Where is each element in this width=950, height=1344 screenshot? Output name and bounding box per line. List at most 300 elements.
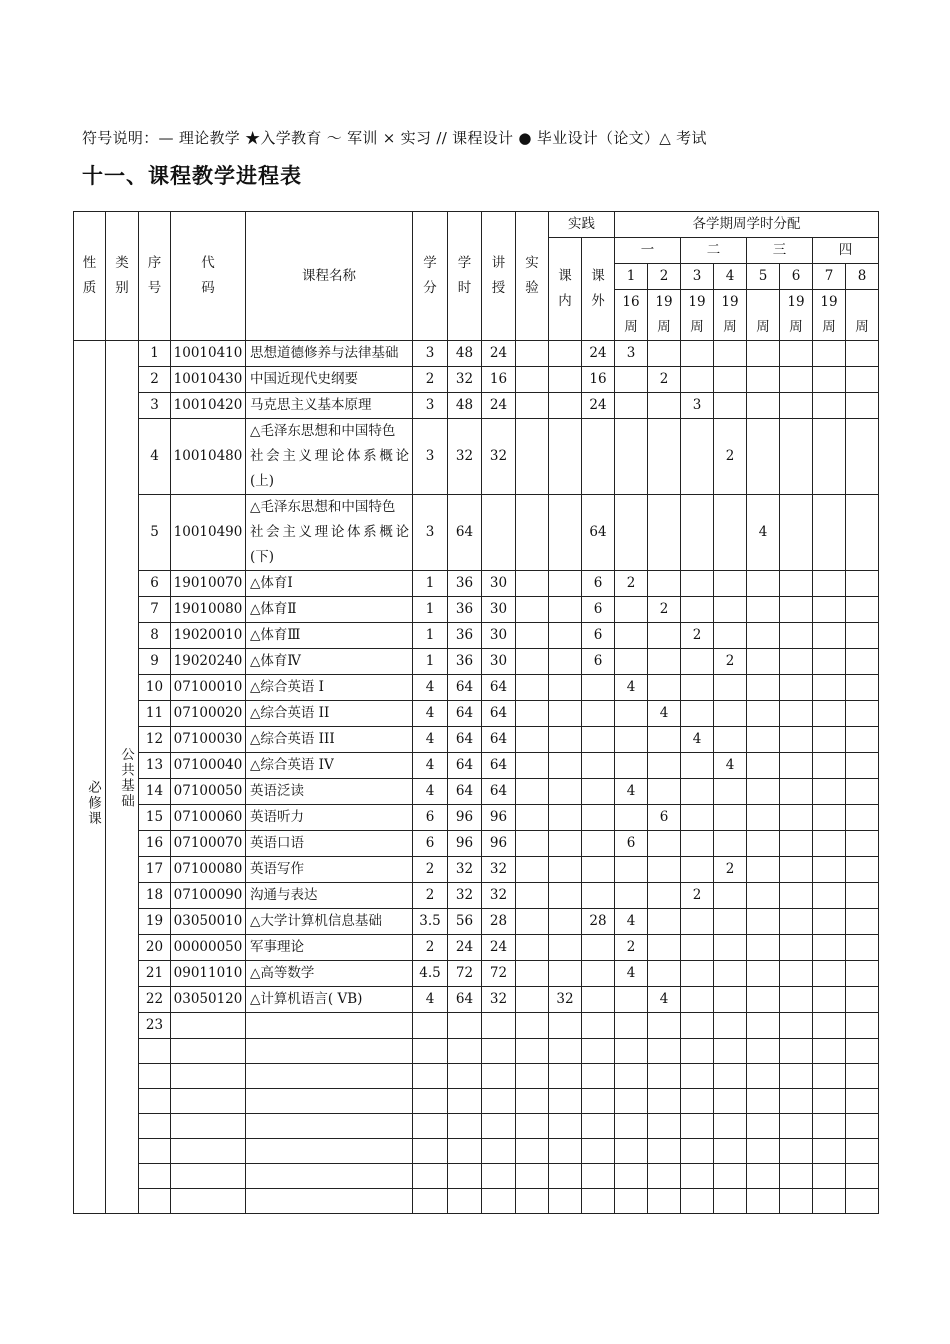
table-row (74, 883, 879, 909)
header-semester-5: 5 (747, 264, 780, 290)
semester-7-cell (813, 727, 846, 753)
out-cell (582, 883, 615, 909)
header-course-name: 课程名称 (246, 212, 413, 341)
table-row (74, 753, 879, 779)
semester-2-cell (648, 727, 681, 753)
semester-2-cell (648, 857, 681, 883)
out-cell (582, 831, 615, 857)
semester-7-cell (813, 623, 846, 649)
blank-cell (813, 1139, 846, 1164)
semester-8-cell (846, 393, 879, 419)
course-name-cell: 沟通与表达 (246, 883, 413, 909)
blank-cell (780, 1039, 813, 1064)
semester-8-cell (846, 857, 879, 883)
out-cell: 6 (582, 623, 615, 649)
lecture-cell: 32 (482, 987, 516, 1013)
semester-1-cell: 2 (615, 935, 648, 961)
blank-cell (246, 1039, 413, 1064)
credit-cell: 1 (413, 649, 448, 675)
header-out-class: 课 外 (582, 238, 615, 341)
blank-cell (648, 1139, 681, 1164)
seq-cell: 21 (139, 961, 171, 987)
in-cell (549, 961, 582, 987)
semester-8-cell (846, 701, 879, 727)
semester-5-cell (747, 675, 780, 701)
table-row (74, 675, 879, 701)
course-name-cell: △计算机语言( VB) (246, 987, 413, 1013)
semester-8-cell (846, 495, 879, 571)
semester-7-cell (813, 779, 846, 805)
blank-cell (413, 1039, 448, 1064)
exp-cell (516, 805, 549, 831)
exp-cell (516, 597, 549, 623)
exp-cell (516, 1013, 549, 1039)
semester-3-cell (681, 701, 714, 727)
code-cell: 07100080 (171, 857, 246, 883)
semester-2-cell (648, 393, 681, 419)
blank-cell (813, 1064, 846, 1089)
credit-cell: 4.5 (413, 961, 448, 987)
blank-cell (516, 1189, 549, 1214)
semester-2-cell (648, 779, 681, 805)
code-cell (171, 1013, 246, 1039)
semester-4-cell (714, 495, 747, 571)
blank-cell (747, 1089, 780, 1114)
blank-cell (780, 1064, 813, 1089)
semester-3-cell (681, 779, 714, 805)
semester-5-cell (747, 393, 780, 419)
semester-5-cell (747, 987, 780, 1013)
semester-6-cell (780, 831, 813, 857)
credit-cell: 1 (413, 597, 448, 623)
header-lecture: 讲 授 (482, 212, 516, 341)
semester-3-cell (681, 341, 714, 367)
in-cell (549, 701, 582, 727)
course-name-cell: △综合英语 I (246, 675, 413, 701)
course-name-cell: △体育Ⅲ (246, 623, 413, 649)
semester-6-cell (780, 419, 813, 495)
credit-cell: 3 (413, 495, 448, 571)
exp-cell (516, 649, 549, 675)
table-row (74, 987, 879, 1013)
blank-row (74, 1064, 879, 1089)
course-schedule-table (73, 211, 879, 1214)
in-cell (549, 597, 582, 623)
code-cell: 10010410 (171, 341, 246, 367)
hours-cell: 72 (448, 961, 482, 987)
semester-7-cell (813, 883, 846, 909)
hours-cell: 56 (448, 909, 482, 935)
course-name-cell: 思想道德修养与法律基础 (246, 341, 413, 367)
blank-cell (846, 1189, 879, 1214)
hours-cell: 64 (448, 727, 482, 753)
semester-1-cell (615, 883, 648, 909)
seq-cell: 5 (139, 495, 171, 571)
blank-cell (615, 1039, 648, 1064)
exp-cell (516, 495, 549, 571)
header-semester-distribution: 各学期周学时分配 (615, 212, 879, 238)
header-semester-2: 2 (648, 264, 681, 290)
semester-4-cell (714, 831, 747, 857)
hours-cell: 48 (448, 341, 482, 367)
credit-cell: 4 (413, 701, 448, 727)
semester-5-cell (747, 883, 780, 909)
exp-cell (516, 675, 549, 701)
semester-3-cell (681, 961, 714, 987)
blank-cell (648, 1164, 681, 1189)
blank-row (74, 1164, 879, 1189)
semester-7-cell (813, 393, 846, 419)
semester-1-cell: 3 (615, 341, 648, 367)
semester-5-cell (747, 701, 780, 727)
lecture-cell: 32 (482, 419, 516, 495)
semester-5-cell (747, 623, 780, 649)
semester-4-cell: 2 (714, 649, 747, 675)
code-cell: 10010480 (171, 419, 246, 495)
hours-cell: 48 (448, 393, 482, 419)
credit-cell: 2 (413, 367, 448, 393)
semester-5-cell (747, 367, 780, 393)
semester-7-cell (813, 909, 846, 935)
header-semester-1: 1 (615, 264, 648, 290)
exp-cell (516, 935, 549, 961)
semester-2-cell (648, 1013, 681, 1039)
course-name-cell: △体育Ⅰ (246, 571, 413, 597)
header-weeks-3: 19 周 (681, 290, 714, 341)
blank-cell (448, 1189, 482, 1214)
header-semester-3: 3 (681, 264, 714, 290)
header-experiment: 实 验 (516, 212, 549, 341)
blank-cell (549, 1064, 582, 1089)
blank-cell (681, 1114, 714, 1139)
semester-8-cell (846, 935, 879, 961)
semester-2-cell (648, 623, 681, 649)
blank-cell (516, 1064, 549, 1089)
blank-cell (813, 1089, 846, 1114)
seq-cell: 4 (139, 419, 171, 495)
blank-cell (813, 1164, 846, 1189)
seq-cell: 14 (139, 779, 171, 805)
table-row (74, 367, 879, 393)
blank-cell (171, 1164, 246, 1189)
blank-cell (413, 1164, 448, 1189)
code-cell: 07100090 (171, 883, 246, 909)
table-row (74, 495, 879, 571)
exp-cell (516, 857, 549, 883)
blank-cell (246, 1189, 413, 1214)
hours-cell: 36 (448, 597, 482, 623)
semester-3-cell (681, 935, 714, 961)
in-cell (549, 393, 582, 419)
course-name-cell (246, 1013, 413, 1039)
lecture-cell: 64 (482, 675, 516, 701)
lecture-cell: 64 (482, 779, 516, 805)
table-row (74, 805, 879, 831)
course-name-cell: 英语写作 (246, 857, 413, 883)
semester-8-cell (846, 367, 879, 393)
semester-3-cell: 2 (681, 623, 714, 649)
semester-6-cell (780, 571, 813, 597)
credit-cell: 4 (413, 987, 448, 1013)
hours-cell: 96 (448, 831, 482, 857)
blank-cell (582, 1164, 615, 1189)
exp-cell (516, 727, 549, 753)
semester-5-cell (747, 779, 780, 805)
header-semester-8: 8 (846, 264, 879, 290)
semester-4-cell (714, 883, 747, 909)
table-row (74, 779, 879, 805)
in-cell (549, 367, 582, 393)
seq-cell: 22 (139, 987, 171, 1013)
hours-cell: 32 (448, 419, 482, 495)
semester-3-cell (681, 1013, 714, 1039)
table-row (74, 571, 879, 597)
credit-cell: 2 (413, 935, 448, 961)
seq-cell: 12 (139, 727, 171, 753)
blank-cell (681, 1189, 714, 1214)
in-cell (549, 909, 582, 935)
hours-cell: 64 (448, 779, 482, 805)
semester-3-cell (681, 367, 714, 393)
semester-3-cell: 2 (681, 883, 714, 909)
semester-1-cell (615, 367, 648, 393)
blank-cell (448, 1039, 482, 1064)
semester-4-cell (714, 701, 747, 727)
semester-8-cell (846, 597, 879, 623)
blank-cell (171, 1089, 246, 1114)
lecture-cell (482, 1013, 516, 1039)
code-cell: 07100040 (171, 753, 246, 779)
semester-5-cell (747, 571, 780, 597)
seq-cell: 1 (139, 341, 171, 367)
exp-cell (516, 701, 549, 727)
blank-cell (549, 1089, 582, 1114)
semester-6-cell (780, 805, 813, 831)
semester-4-cell (714, 805, 747, 831)
header-code: 代 码 (171, 212, 246, 341)
blank-cell (139, 1164, 171, 1189)
semester-4-cell (714, 987, 747, 1013)
header-weeks-2: 19 周 (648, 290, 681, 341)
blank-cell (246, 1164, 413, 1189)
semester-5-cell (747, 753, 780, 779)
in-cell (549, 935, 582, 961)
semester-1-cell (615, 701, 648, 727)
semester-2-cell (648, 935, 681, 961)
hours-cell: 64 (448, 701, 482, 727)
blank-cell (582, 1139, 615, 1164)
blank-row (74, 1114, 879, 1139)
table-row (74, 419, 879, 495)
in-cell (549, 805, 582, 831)
blank-cell (413, 1089, 448, 1114)
blank-cell (549, 1139, 582, 1164)
seq-cell: 20 (139, 935, 171, 961)
blank-cell (549, 1114, 582, 1139)
blank-row (74, 1039, 879, 1064)
out-cell (582, 935, 615, 961)
in-cell (549, 1013, 582, 1039)
semester-5-cell (747, 597, 780, 623)
table-row (74, 909, 879, 935)
code-cell: 07100020 (171, 701, 246, 727)
lecture-cell: 32 (482, 883, 516, 909)
header-credit: 学 分 (413, 212, 448, 341)
semester-8-cell (846, 909, 879, 935)
blank-cell (714, 1164, 747, 1189)
blank-cell (139, 1039, 171, 1064)
seq-cell: 19 (139, 909, 171, 935)
blank-cell (482, 1189, 516, 1214)
semester-1-cell (615, 1013, 648, 1039)
table-row (74, 1013, 879, 1039)
in-cell (549, 341, 582, 367)
lecture-cell: 64 (482, 701, 516, 727)
seq-cell: 3 (139, 393, 171, 419)
blank-cell (615, 1089, 648, 1114)
out-cell: 16 (582, 367, 615, 393)
code-cell: 19010070 (171, 571, 246, 597)
semester-2-cell (648, 649, 681, 675)
code-cell: 03050120 (171, 987, 246, 1013)
blank-cell (747, 1064, 780, 1089)
blank-cell (681, 1089, 714, 1114)
semester-2-cell (648, 883, 681, 909)
credit-cell: 3 (413, 393, 448, 419)
semester-7-cell (813, 367, 846, 393)
semester-7-cell (813, 935, 846, 961)
blank-cell (813, 1039, 846, 1064)
out-cell: 24 (582, 393, 615, 419)
exp-cell (516, 831, 549, 857)
blank-cell (714, 1089, 747, 1114)
table-row (74, 341, 879, 367)
seq-cell: 15 (139, 805, 171, 831)
semester-7-cell (813, 753, 846, 779)
course-name-cell: △综合英语 III (246, 727, 413, 753)
semester-4-cell (714, 909, 747, 935)
blank-cell (813, 1189, 846, 1214)
blank-cell (516, 1114, 549, 1139)
blank-cell (615, 1164, 648, 1189)
course-name-cell: 英语听力 (246, 805, 413, 831)
code-cell: 19020240 (171, 649, 246, 675)
credit-cell: 1 (413, 623, 448, 649)
lecture-cell: 64 (482, 727, 516, 753)
hours-cell: 64 (448, 675, 482, 701)
semester-5-cell (747, 805, 780, 831)
header-practice: 实践 (549, 212, 615, 238)
semester-4-cell: 4 (714, 753, 747, 779)
header-weeks-6: 19 周 (780, 290, 813, 341)
seq-cell: 18 (139, 883, 171, 909)
semester-1-cell (615, 987, 648, 1013)
in-cell (549, 623, 582, 649)
semester-7-cell (813, 987, 846, 1013)
out-cell (582, 987, 615, 1013)
hours-cell: 64 (448, 753, 482, 779)
semester-6-cell (780, 727, 813, 753)
blank-cell (549, 1164, 582, 1189)
semester-6-cell (780, 341, 813, 367)
semester-5-cell (747, 935, 780, 961)
lecture-cell (482, 495, 516, 571)
blank-cell (246, 1089, 413, 1114)
blank-cell (171, 1139, 246, 1164)
semester-4-cell (714, 779, 747, 805)
exp-cell (516, 987, 549, 1013)
semester-7-cell (813, 1013, 846, 1039)
header-year-1: 一 (615, 238, 681, 264)
hours-cell: 36 (448, 623, 482, 649)
semester-2-cell (648, 419, 681, 495)
header-semester-7: 7 (813, 264, 846, 290)
semester-1-cell: 4 (615, 675, 648, 701)
blank-cell (482, 1164, 516, 1189)
semester-8-cell (846, 675, 879, 701)
blank-cell (246, 1064, 413, 1089)
lecture-cell: 96 (482, 831, 516, 857)
course-name-cell: △体育Ⅱ (246, 597, 413, 623)
blank-cell (448, 1164, 482, 1189)
hours-cell: 36 (448, 649, 482, 675)
blank-cell (171, 1039, 246, 1064)
seq-cell: 6 (139, 571, 171, 597)
semester-4-cell: 2 (714, 419, 747, 495)
header-year-4: 四 (813, 238, 879, 264)
table-body (74, 341, 879, 1214)
blank-cell (582, 1089, 615, 1114)
seq-cell: 16 (139, 831, 171, 857)
blank-cell (582, 1064, 615, 1089)
in-cell (549, 727, 582, 753)
semester-6-cell (780, 649, 813, 675)
semester-4-cell (714, 623, 747, 649)
semester-3-cell (681, 675, 714, 701)
credit-cell: 4 (413, 675, 448, 701)
in-cell (549, 419, 582, 495)
semester-6-cell (780, 1013, 813, 1039)
in-cell (549, 675, 582, 701)
semester-2-cell: 4 (648, 701, 681, 727)
blank-cell (780, 1089, 813, 1114)
semester-5-cell (747, 727, 780, 753)
out-cell: 6 (582, 597, 615, 623)
blank-cell (747, 1189, 780, 1214)
code-cell: 07100070 (171, 831, 246, 857)
credit-cell (413, 1013, 448, 1039)
blank-cell (615, 1139, 648, 1164)
course-name-cell: 中国近现代史纲要 (246, 367, 413, 393)
semester-1-cell (615, 393, 648, 419)
blank-cell (549, 1039, 582, 1064)
semester-7-cell (813, 571, 846, 597)
blank-cell (714, 1114, 747, 1139)
semester-3-cell (681, 419, 714, 495)
table-row (74, 393, 879, 419)
exp-cell (516, 961, 549, 987)
course-name-cell: △综合英语 IV (246, 753, 413, 779)
semester-1-cell (615, 623, 648, 649)
semester-6-cell (780, 393, 813, 419)
credit-cell: 1 (413, 571, 448, 597)
semester-2-cell (648, 495, 681, 571)
semester-2-cell (648, 571, 681, 597)
credit-cell: 2 (413, 857, 448, 883)
semester-8-cell (846, 1013, 879, 1039)
code-cell: 07100050 (171, 779, 246, 805)
lecture-cell: 24 (482, 393, 516, 419)
